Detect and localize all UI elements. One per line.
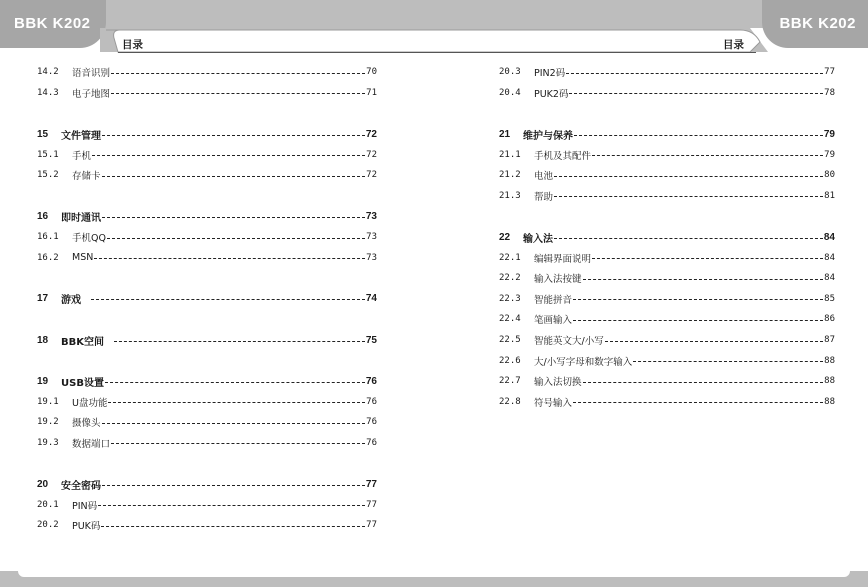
toc-section-entry xyxy=(37,515,377,536)
toc-entry-page: 75 xyxy=(365,334,377,346)
toc-entry-number: 22.6 xyxy=(499,355,521,366)
toc-chapter-entry xyxy=(37,124,377,145)
toc-section-entry xyxy=(499,268,835,289)
toc-entry-page: 84 xyxy=(823,231,835,243)
toc-entry-number: 19.3 xyxy=(37,437,59,448)
toc-spacer xyxy=(37,186,377,207)
toc-leader-line xyxy=(114,341,365,342)
toc-section-entry xyxy=(499,350,835,371)
toc-left-column xyxy=(37,62,377,536)
toc-spacer xyxy=(499,206,835,227)
toc-entry-number: 14.3 xyxy=(37,87,59,98)
toc-leader-line xyxy=(101,526,365,527)
toc-entry-number: 20.3 xyxy=(499,67,521,78)
toc-leader-line xyxy=(592,155,823,156)
toc-entry-page: 80 xyxy=(824,170,835,181)
toc-section-entry xyxy=(37,392,377,413)
toc-section-entry xyxy=(499,62,835,83)
toc-leader-line xyxy=(583,279,824,280)
toc-entry-page: 77 xyxy=(365,478,377,490)
toc-entry-number: 22.1 xyxy=(499,252,521,263)
toc-entry-number: 22.3 xyxy=(499,293,521,304)
toc-entry-page: 70 xyxy=(366,67,377,78)
toc-entry-page: 73 xyxy=(366,232,377,243)
toc-entry-page: 85 xyxy=(824,293,835,304)
toc-entry-number: 21.3 xyxy=(499,190,521,201)
toc-leader-line xyxy=(111,73,365,74)
toc-entry-page: 78 xyxy=(824,87,835,98)
toc-header-left: 目录 xyxy=(122,39,143,51)
toc-chapter-entry xyxy=(37,289,377,310)
toc-entry-title: 文件管理 xyxy=(61,130,101,142)
toc-entry-number: 21.1 xyxy=(499,149,521,160)
toc-leader-line xyxy=(592,258,823,259)
toc-entry-page: 81 xyxy=(824,190,835,201)
toc-entry-title: 游戏 xyxy=(61,295,81,307)
toc-entry-title: 存储卡 xyxy=(72,171,101,183)
toc-spacer xyxy=(37,350,377,371)
toc-section-entry xyxy=(37,494,377,515)
toc-entry-title: 输入法切换 xyxy=(534,377,582,389)
toc-section-entry xyxy=(499,83,835,104)
toc-spacer xyxy=(37,309,377,330)
toc-leader-line xyxy=(605,341,823,342)
toc-entry-number: 20 xyxy=(37,478,49,490)
toc-entry-title: 编辑界面说明 xyxy=(534,253,592,265)
toc-entry-title: 维护与保养 xyxy=(523,130,573,142)
toc-entry-page: 88 xyxy=(824,396,835,407)
toc-entry-page: 77 xyxy=(366,520,377,531)
toc-entry-title: PIN码 xyxy=(72,500,98,512)
toc-section-entry xyxy=(37,144,377,165)
toc-entry-page: 74 xyxy=(365,293,377,305)
toc-section-entry xyxy=(499,392,835,413)
toc-entry-number: 15 xyxy=(37,128,49,140)
toc-entry-title: BBK空间 xyxy=(61,336,104,348)
toc-entry-title: 即时通讯 xyxy=(61,212,101,224)
toc-entry-number: 16.1 xyxy=(37,232,59,243)
toc-chapter-entry xyxy=(37,330,377,351)
toc-leader-line xyxy=(92,155,365,156)
toc-section-entry xyxy=(499,165,835,186)
toc-entry-title: USB设置 xyxy=(61,377,104,389)
toc-entry-title: 笔画输入 xyxy=(534,315,573,327)
toc-leader-line xyxy=(574,135,823,136)
toc-spacer xyxy=(37,453,377,474)
toc-entry-number: 22.8 xyxy=(499,396,521,407)
toc-section-entry xyxy=(37,227,377,248)
toc-leader-line xyxy=(102,176,366,177)
toc-entry-number: 17 xyxy=(37,293,49,305)
toc-entry-page: 84 xyxy=(824,252,835,263)
toc-entry-page: 76 xyxy=(365,375,377,387)
toc-entry-page: 88 xyxy=(824,355,835,366)
toc-entry-title: 手机QQ xyxy=(72,233,106,245)
toc-section-entry xyxy=(37,247,377,268)
toc-section-entry xyxy=(499,330,835,351)
toc-spacer xyxy=(499,103,835,124)
toc-spacer xyxy=(37,103,377,124)
toc-entry-title: 符号输入 xyxy=(534,397,573,409)
toc-entry-page: 72 xyxy=(366,149,377,160)
toc-chapter-entry xyxy=(37,206,377,227)
toc-right-column xyxy=(499,62,835,412)
toc-entry-number: 21.2 xyxy=(499,170,521,181)
top-frame-bar xyxy=(0,0,868,28)
toc-entry-number: 21 xyxy=(499,128,511,140)
toc-section-entry xyxy=(37,165,377,186)
toc-entry-title: 语音识别 xyxy=(72,68,111,80)
toc-entry-page: 72 xyxy=(365,128,377,140)
toc-entry-number: 18 xyxy=(37,334,49,346)
toc-entry-page: 73 xyxy=(365,210,377,222)
toc-chapter-entry xyxy=(499,124,835,145)
toc-entry-page: 87 xyxy=(824,335,835,346)
toc-entry-number: 19.2 xyxy=(37,417,59,428)
toc-section-entry xyxy=(499,289,835,310)
toc-section-entry xyxy=(37,83,377,104)
toc-leader-line xyxy=(569,93,823,94)
toc-entry-title: 电池 xyxy=(534,171,554,183)
toc-leader-line xyxy=(108,402,365,403)
toc-entry-title: 摄像头 xyxy=(72,418,101,430)
toc-section-entry xyxy=(37,433,377,454)
toc-entry-page: 76 xyxy=(366,437,377,448)
toc-entry-page: 71 xyxy=(366,87,377,98)
toc-entry-number: 20.4 xyxy=(499,87,521,98)
toc-entry-title: 数据端口 xyxy=(72,438,111,450)
toc-entry-number: 16.2 xyxy=(37,252,59,263)
toc-entry-title: 智能拼音 xyxy=(534,294,573,306)
toc-entry-number: 22.4 xyxy=(499,314,521,325)
toc-chapter-entry xyxy=(37,474,377,495)
toc-leader-line xyxy=(105,382,365,383)
toc-entry-number: 14.2 xyxy=(37,67,59,78)
toc-chapter-entry xyxy=(499,227,835,248)
toc-entry-title: 手机 xyxy=(72,150,92,162)
toc-entry-title: PIN2码 xyxy=(534,68,566,80)
toc-entry-title: 输入法按键 xyxy=(534,274,582,286)
toc-entry-page: 76 xyxy=(366,417,377,428)
toc-entry-number: 22.7 xyxy=(499,376,521,387)
bottom-frame-bar xyxy=(0,571,868,587)
toc-leader-line xyxy=(102,135,365,136)
toc-leader-line xyxy=(566,73,823,74)
toc-entry-title: 帮助 xyxy=(534,191,554,203)
toc-leader-line xyxy=(554,176,823,177)
toc-chapter-entry xyxy=(37,371,377,392)
toc-entry-number: 19.1 xyxy=(37,396,59,407)
toc-entry-page: 79 xyxy=(824,149,835,160)
toc-entry-number: 22 xyxy=(499,231,511,243)
toc-leader-line xyxy=(111,93,365,94)
toc-spacer xyxy=(37,268,377,289)
toc-entry-title: 输入法 xyxy=(523,233,553,245)
toc-leader-line xyxy=(573,320,823,321)
toc-section-entry xyxy=(499,309,835,330)
toc-entry-title: 电子地图 xyxy=(72,88,111,100)
header-band xyxy=(100,28,768,54)
toc-section-entry xyxy=(499,247,835,268)
toc-leader-line xyxy=(98,505,365,506)
toc-entry-number: 20.1 xyxy=(37,499,59,510)
toc-leader-line xyxy=(633,361,823,362)
toc-entry-page: 77 xyxy=(366,499,377,510)
toc-entry-page: 79 xyxy=(823,128,835,140)
toc-section-entry xyxy=(499,144,835,165)
toc-leader-line xyxy=(554,238,823,239)
toc-header-right: 目录 xyxy=(723,39,744,51)
toc-entry-number: 19 xyxy=(37,375,49,387)
toc-entry-page: 88 xyxy=(824,376,835,387)
toc-entry-number: 16 xyxy=(37,210,49,222)
toc-entry-page: 73 xyxy=(366,252,377,263)
toc-entry-title: 手机及其配件 xyxy=(534,150,592,162)
toc-section-entry xyxy=(499,371,835,392)
toc-leader-line xyxy=(111,443,365,444)
toc-entry-page: 77 xyxy=(824,67,835,78)
toc-entry-page: 76 xyxy=(366,396,377,407)
toc-entry-page: 72 xyxy=(366,170,377,181)
toc-leader-line xyxy=(94,258,365,259)
toc-leader-line xyxy=(102,485,365,486)
toc-leader-line xyxy=(583,382,824,383)
toc-entry-title: 智能英文大/小写 xyxy=(534,336,604,348)
toc-entry-page: 84 xyxy=(824,273,835,284)
toc-entry-title: MSN xyxy=(72,252,94,264)
toc-leader-line xyxy=(573,402,823,403)
toc-entry-title: PUK2码 xyxy=(534,88,569,100)
toc-section-entry xyxy=(37,412,377,433)
toc-entry-number: 15.2 xyxy=(37,170,59,181)
toc-leader-line xyxy=(554,196,823,197)
toc-entry-number: 22.5 xyxy=(499,335,521,346)
toc-entry-title: 大/小写字母和数字输入 xyxy=(534,356,633,368)
toc-section-entry xyxy=(499,186,835,207)
toc-leader-line xyxy=(107,238,365,239)
toc-leader-line xyxy=(102,423,366,424)
toc-section-entry xyxy=(37,62,377,83)
toc-entry-title: 安全密码 xyxy=(61,480,101,492)
brand-tab-left: BBK K202 xyxy=(0,0,106,48)
toc-entry-number: 20.2 xyxy=(37,520,59,531)
toc-entry-title: U盘功能 xyxy=(72,397,108,409)
toc-entry-title: PUK码 xyxy=(72,521,101,533)
toc-entry-number: 22.2 xyxy=(499,273,521,284)
toc-leader-line xyxy=(102,217,365,218)
toc-entry-page: 86 xyxy=(824,314,835,325)
toc-entry-number: 15.1 xyxy=(37,149,59,160)
toc-leader-line xyxy=(91,299,365,300)
toc-leader-line xyxy=(573,299,823,300)
brand-tab-right: BBK K202 xyxy=(762,0,868,48)
